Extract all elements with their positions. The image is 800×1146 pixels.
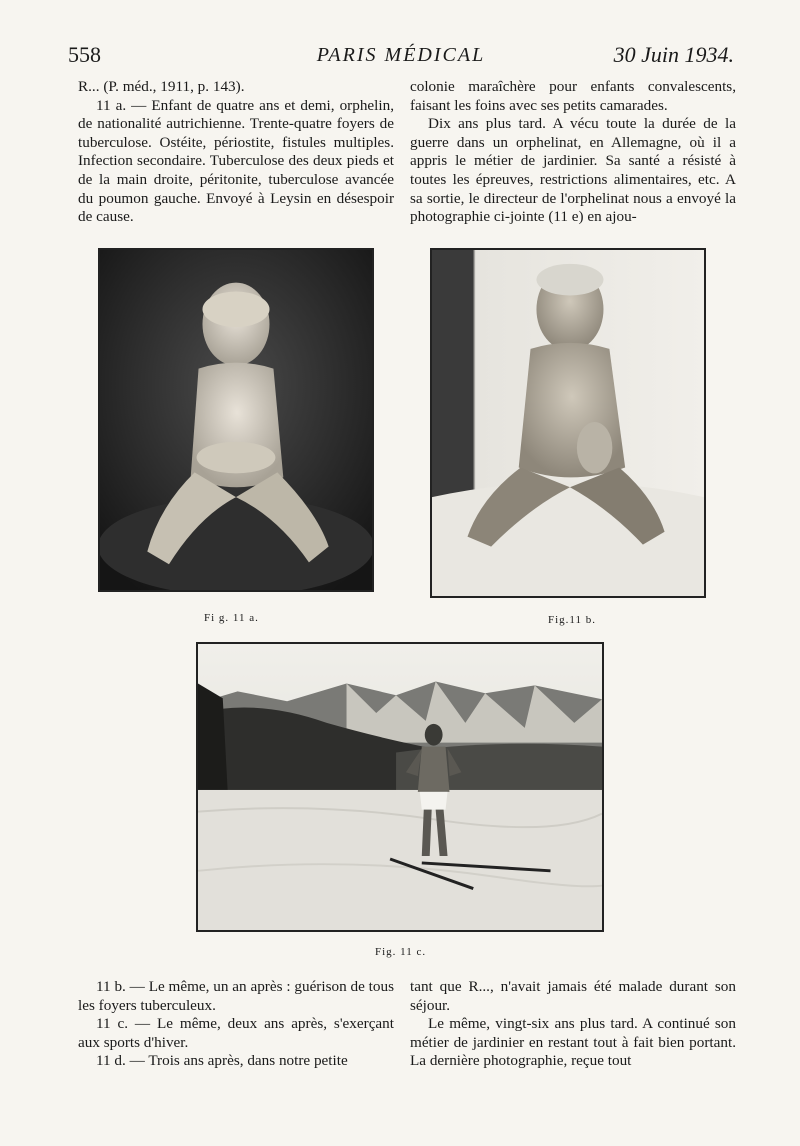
column-bottom-right xyxy=(410,978,736,1071)
journal-title: PARIS MÉDICAL xyxy=(316,44,486,66)
child-light-background-photo xyxy=(432,250,704,596)
photo-fig-11a xyxy=(98,248,374,592)
child-dark-background-photo xyxy=(100,250,372,590)
reference-line: R... (P. méd., 1911, p. 143). xyxy=(78,78,245,95)
twenty-six-years-paragraph: Le même, vingt-six ans plus tard. A continué son métier de jardinier en restant tout à fait bien portant. La dernière photographie, reçue tout xyxy=(410,1015,736,1070)
column-top-left xyxy=(78,78,394,227)
photo-fig-11b xyxy=(430,248,706,598)
legend-11d: 11 d. — Trois ans après, dans notre petite xyxy=(96,1052,348,1070)
caption-fig-11b: Fig.11 b. xyxy=(548,614,597,626)
ten-years-paragraph: Dix ans plus tard. A vécu toute la durée de la guerre dans un orphelinat, en Allemagne, où il a appris le métier de jardinier. Sa santé a résisté à toutes les épreuves, restrictions alimentaires, etc. A sa sortie, le directeur de l'orphelinat nous a envoyé la photographie ci-jointe (11 e) en ajou- xyxy=(410,115,736,226)
caption-fig-11c: Fig. 11 c. xyxy=(375,946,427,958)
case-description: 11 a. — Enfant de quatre ans et demi, orphelin, de nationalité autrichienne. Trente-quatre foyers de tuberculose. Ostéite, périostite, fistules multiples. Infection secondaire. Tuberculose des deux pieds et de la main droite, péritonite, tuberculose avancée du poumon gauche. Envoyé à Leysin en désespoir de cause. xyxy=(78,96,394,226)
page-number: 558 xyxy=(68,42,101,67)
column-top-right xyxy=(410,78,736,227)
column-bottom-left xyxy=(78,978,394,1071)
issue-date: 30 Juin 1934. xyxy=(613,42,734,67)
legend-11b: 11 b. — Le même, un an après : guérison de tous les foyers tuberculeux. xyxy=(78,978,394,1014)
legend-11c: 11 c. — Le même, deux ans après, s'exerçant aux sports d'hiver. xyxy=(78,1015,394,1051)
photo-fig-11c xyxy=(196,642,604,932)
caption-fig-11a: Fi g. 11 a. xyxy=(204,612,259,624)
page-header xyxy=(68,42,734,72)
skiing-child-photo xyxy=(198,644,602,930)
continued-paragraph: colonie maraîchère pour enfants convalescents, faisant les foins avec ses petits camarades. xyxy=(410,78,736,114)
continued-paragraph-bottom: tant que R..., n'avait jamais été malade durant son séjour. xyxy=(410,978,736,1014)
